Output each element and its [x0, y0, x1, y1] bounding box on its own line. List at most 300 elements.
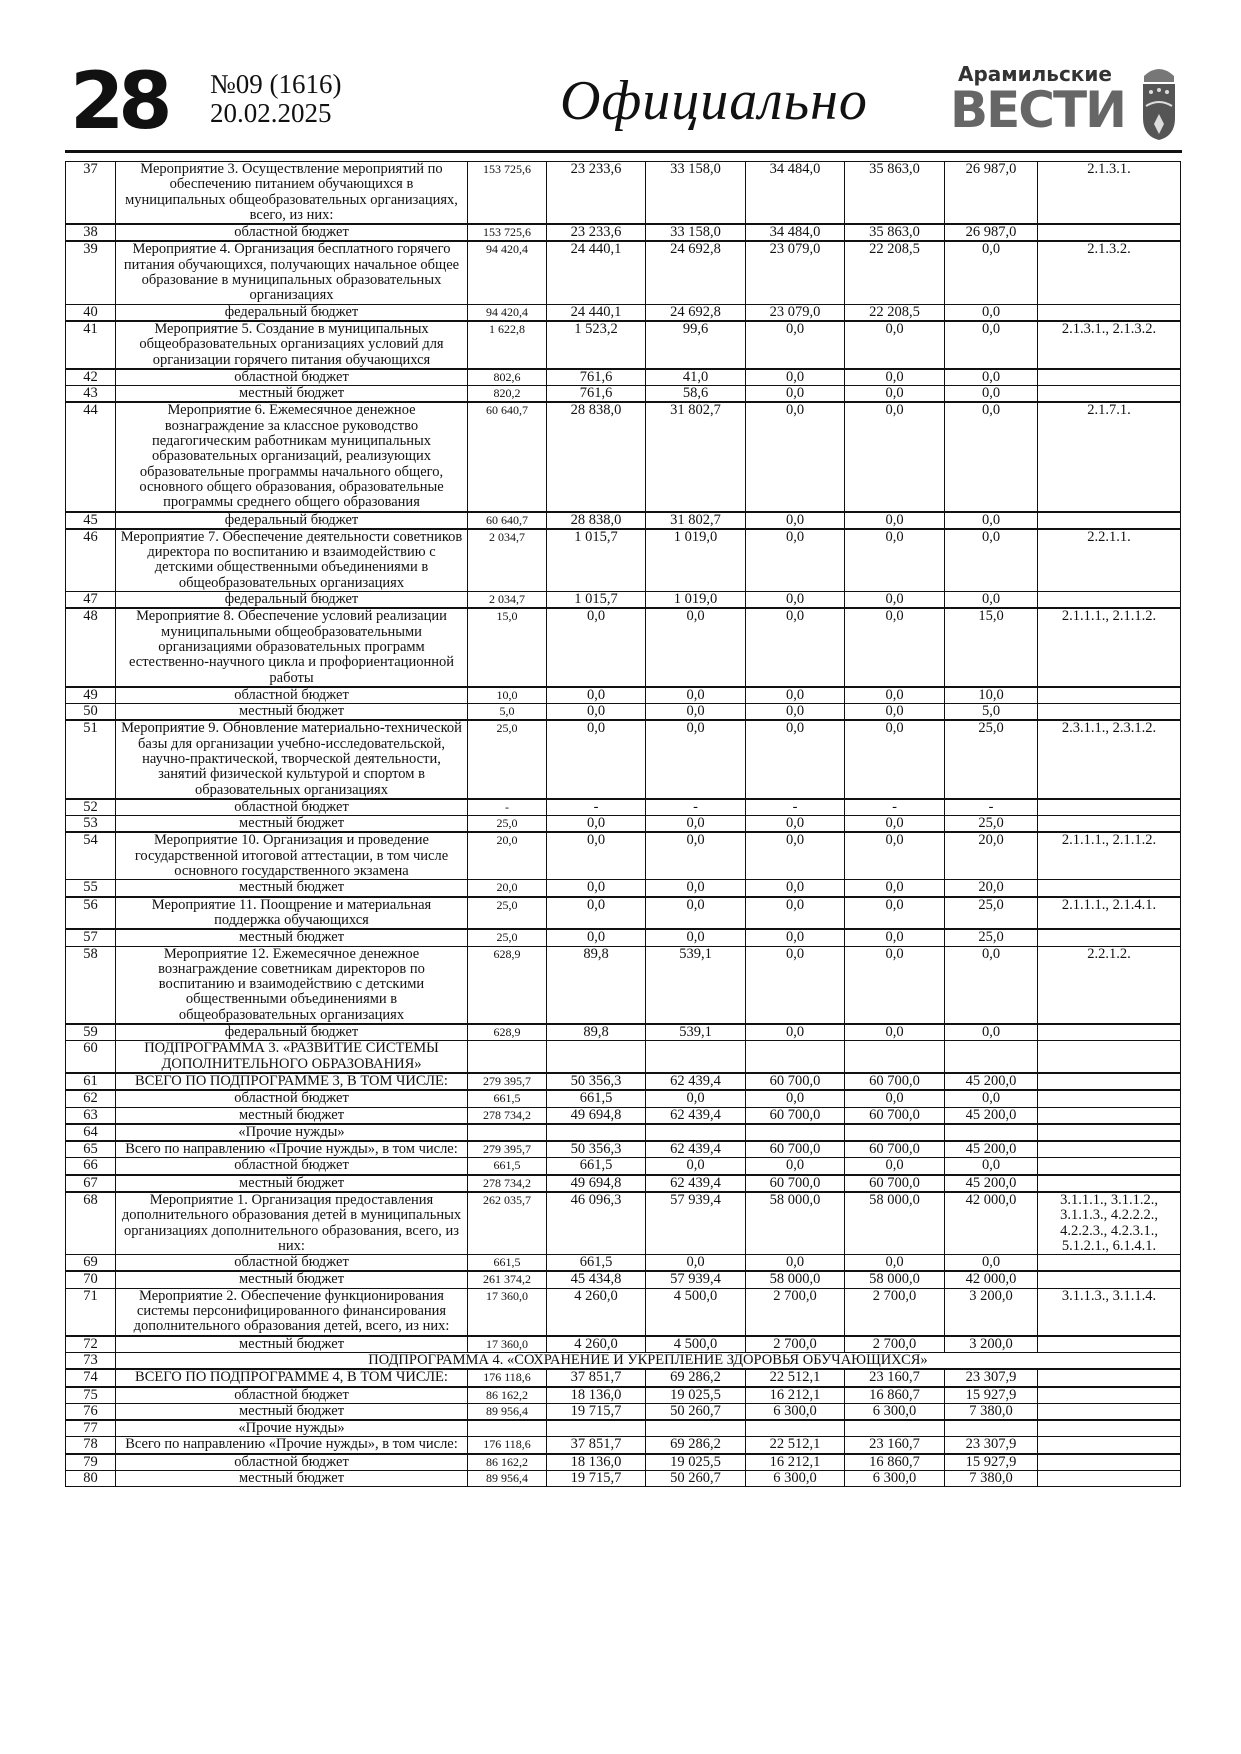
table-row — [66, 946, 1181, 1024]
table-row — [66, 1107, 1181, 1124]
row-year-3: 58 000,0 — [746, 1192, 845, 1255]
row-year-5: 15,0 — [945, 608, 1038, 686]
row-description: ВСЕГО ПО ПОДПРОГРАММЕ 4, В ТОМ ЧИСЛЕ: — [116, 1369, 468, 1386]
row-number: 62 — [66, 1090, 116, 1107]
row-total: 628,9 — [468, 1024, 547, 1041]
table-row — [66, 1420, 1181, 1437]
row-target-codes — [1038, 224, 1181, 241]
row-year-5: 0,0 — [945, 946, 1038, 1024]
table-row — [66, 369, 1181, 386]
row-total: 153 725,6 — [468, 224, 547, 241]
row-year-2: 0,0 — [646, 897, 746, 930]
row-description: Мероприятие 10. Организация и проведение государственной итоговой аттестации, в том числе основного государственного экзамена — [116, 832, 468, 879]
row-total: 25,0 — [468, 929, 547, 946]
row-target-codes — [1038, 1041, 1181, 1073]
row-year-4: 0,0 — [845, 704, 945, 721]
row-number: 76 — [66, 1403, 116, 1420]
row-year-2: 62 439,4 — [646, 1073, 746, 1090]
row-total: 153 725,6 — [468, 162, 547, 225]
row-year-1: 661,5 — [547, 1090, 646, 1107]
row-year-3: 60 700,0 — [746, 1073, 845, 1090]
row-number: 60 — [66, 1041, 116, 1073]
row-number: 43 — [66, 386, 116, 403]
row-total: 278 734,2 — [468, 1175, 547, 1192]
row-year-1 — [547, 1124, 646, 1141]
table-row — [66, 687, 1181, 704]
row-year-1: 89,8 — [547, 946, 646, 1024]
table-row — [66, 929, 1181, 946]
row-description: местный бюджет — [116, 1175, 468, 1192]
row-year-3: 0,0 — [746, 1255, 845, 1272]
row-year-4: 60 700,0 — [845, 1141, 945, 1158]
row-year-2: 0,0 — [646, 687, 746, 704]
row-year-1: 19 715,7 — [547, 1403, 646, 1420]
row-number: 58 — [66, 946, 116, 1024]
row-year-2: 0,0 — [646, 1090, 746, 1107]
row-description: областной бюджет — [116, 1158, 468, 1175]
row-year-1: 45 434,8 — [547, 1271, 646, 1288]
row-year-5: 25,0 — [945, 720, 1038, 798]
row-year-5: 7 380,0 — [945, 1403, 1038, 1420]
row-year-5: 0,0 — [945, 241, 1038, 304]
table-row — [66, 832, 1181, 879]
row-year-1: 19 715,7 — [547, 1471, 646, 1487]
row-year-2 — [646, 1124, 746, 1141]
row-year-5: 0,0 — [945, 592, 1038, 609]
row-year-4: 0,0 — [845, 1255, 945, 1272]
row-total: 661,5 — [468, 1090, 547, 1107]
row-year-3: 0,0 — [746, 386, 845, 403]
row-year-5: 0,0 — [945, 1255, 1038, 1272]
table-row — [66, 1271, 1181, 1288]
row-target-codes: 2.1.1.1., 2.1.1.2. — [1038, 608, 1181, 686]
table-row — [66, 720, 1181, 798]
row-year-4: 23 160,7 — [845, 1437, 945, 1454]
row-number: 52 — [66, 799, 116, 816]
newspaper-logo — [950, 62, 1125, 142]
table-row — [66, 1073, 1181, 1090]
row-number: 67 — [66, 1175, 116, 1192]
row-number: 74 — [66, 1369, 116, 1386]
row-total: 86 162,2 — [468, 1387, 547, 1404]
row-number: 65 — [66, 1141, 116, 1158]
row-number: 57 — [66, 929, 116, 946]
row-target-codes — [1038, 369, 1181, 386]
row-year-3: 16 212,1 — [746, 1387, 845, 1404]
row-year-2: 0,0 — [646, 1255, 746, 1272]
table-row — [66, 1158, 1181, 1175]
row-year-3: 0,0 — [746, 1024, 845, 1041]
row-year-2: 41,0 — [646, 369, 746, 386]
row-year-2: 33 158,0 — [646, 224, 746, 241]
row-year-3: 0,0 — [746, 816, 845, 833]
row-year-5: 20,0 — [945, 880, 1038, 897]
table-row — [66, 386, 1181, 403]
row-description: местный бюджет — [116, 880, 468, 897]
row-year-5: 0,0 — [945, 1024, 1038, 1041]
table-row — [66, 1437, 1181, 1454]
row-target-codes — [1038, 304, 1181, 321]
row-description: Мероприятие 7. Обеспечение деятельности советников директора по воспитанию и взаимодействию с детскими общественными объединениями в общеобразовательных организациях — [116, 529, 468, 592]
row-year-4: 0,0 — [845, 369, 945, 386]
row-year-1: 661,5 — [547, 1158, 646, 1175]
row-year-5: 45 200,0 — [945, 1141, 1038, 1158]
row-year-5: - — [945, 799, 1038, 816]
row-year-4: 0,0 — [845, 880, 945, 897]
issue-number: №09 (1616) — [210, 69, 342, 99]
row-year-3: 60 700,0 — [746, 1107, 845, 1124]
table-row — [66, 880, 1181, 897]
row-year-4: 0,0 — [845, 929, 945, 946]
row-year-4: 0,0 — [845, 946, 945, 1024]
row-total: 261 374,2 — [468, 1271, 547, 1288]
row-year-1: 28 838,0 — [547, 402, 646, 511]
row-year-4: 60 700,0 — [845, 1175, 945, 1192]
logo-line1: Арамильские — [958, 62, 1112, 86]
row-year-2: 0,0 — [646, 832, 746, 879]
row-target-codes — [1038, 1437, 1181, 1454]
row-number: 47 — [66, 592, 116, 609]
row-target-codes — [1038, 704, 1181, 721]
table-row — [66, 1471, 1181, 1487]
row-number: 49 — [66, 687, 116, 704]
row-year-2: 1 019,0 — [646, 529, 746, 592]
row-year-1: 0,0 — [547, 816, 646, 833]
row-year-4: 0,0 — [845, 592, 945, 609]
row-description: местный бюджет — [116, 1107, 468, 1124]
row-description: Мероприятие 4. Организация бесплатного горячего питания обучающихся, получающих начальное общее образование в муниципальных образовательных организациях — [116, 241, 468, 304]
row-year-1: 89,8 — [547, 1024, 646, 1041]
budget-table — [65, 161, 1181, 1487]
row-year-3: 0,0 — [746, 897, 845, 930]
row-year-3: 60 700,0 — [746, 1141, 845, 1158]
table-row — [66, 402, 1181, 511]
section-title: Официально — [560, 70, 868, 132]
row-description: Мероприятие 12. Ежемесячное денежное вознаграждение советникам директоров по воспитанию и взаимодействию с детскими общественными объединениями в общеобразовательных организациях — [116, 946, 468, 1024]
row-description: федеральный бюджет — [116, 592, 468, 609]
row-description: местный бюджет — [116, 1336, 468, 1353]
row-year-3: 0,0 — [746, 402, 845, 511]
issue-info — [210, 70, 342, 128]
row-year-2: 24 692,8 — [646, 304, 746, 321]
row-description: Мероприятие 3. Осуществление мероприятий по обеспечению питанием обучающихся в муниципальных общеобразовательных организациях, всего, из них: — [116, 162, 468, 225]
row-total: 176 118,6 — [468, 1437, 547, 1454]
row-year-5: 25,0 — [945, 816, 1038, 833]
row-year-2: 0,0 — [646, 880, 746, 897]
row-number: 70 — [66, 1271, 116, 1288]
row-target-codes — [1038, 1024, 1181, 1041]
row-number: 48 — [66, 608, 116, 686]
row-year-3 — [746, 1041, 845, 1073]
row-description: Мероприятие 5. Создание в муниципальных общеобразовательных организациях условий для организации горячего питания обучающихся — [116, 321, 468, 369]
row-description: местный бюджет — [116, 704, 468, 721]
row-year-4: 58 000,0 — [845, 1271, 945, 1288]
row-year-3: 2 700,0 — [746, 1288, 845, 1335]
row-year-4: 0,0 — [845, 832, 945, 879]
row-year-5: 15 927,9 — [945, 1387, 1038, 1404]
row-year-4: 0,0 — [845, 512, 945, 529]
row-total: 1 622,8 — [468, 321, 547, 369]
row-year-5 — [945, 1420, 1038, 1437]
row-year-2: 0,0 — [646, 1158, 746, 1175]
row-year-5: 26 987,0 — [945, 162, 1038, 225]
row-year-5: 5,0 — [945, 704, 1038, 721]
row-total: 278 734,2 — [468, 1107, 547, 1124]
row-year-4: 16 860,7 — [845, 1387, 945, 1404]
row-number: 55 — [66, 880, 116, 897]
row-total: 25,0 — [468, 720, 547, 798]
row-year-1: 0,0 — [547, 929, 646, 946]
row-year-1: 49 694,8 — [547, 1107, 646, 1124]
row-year-3: 16 212,1 — [746, 1454, 845, 1471]
row-year-5: 0,0 — [945, 1158, 1038, 1175]
row-number: 44 — [66, 402, 116, 511]
row-total: 262 035,7 — [468, 1192, 547, 1255]
row-year-1: - — [547, 799, 646, 816]
row-year-5: 0,0 — [945, 512, 1038, 529]
row-target-codes — [1038, 1387, 1181, 1404]
row-year-1: 18 136,0 — [547, 1387, 646, 1404]
row-total: 17 360,0 — [468, 1288, 547, 1335]
row-year-3: 0,0 — [746, 946, 845, 1024]
row-year-1: 0,0 — [547, 720, 646, 798]
row-description: ПОДПРОГРАММА 4. «СОХРАНЕНИЕ И УКРЕПЛЕНИЕ ЗДОРОВЬЯ ОБУЧАЮЩИХСЯ» — [116, 1352, 1181, 1369]
row-year-2: 0,0 — [646, 608, 746, 686]
table-row — [66, 1403, 1181, 1420]
table-row — [66, 304, 1181, 321]
row-year-4 — [845, 1124, 945, 1141]
table-row — [66, 1041, 1181, 1073]
row-year-3: 58 000,0 — [746, 1271, 845, 1288]
row-year-5 — [945, 1124, 1038, 1141]
row-number: 38 — [66, 224, 116, 241]
row-description: местный бюджет — [116, 816, 468, 833]
row-year-2: 4 500,0 — [646, 1336, 746, 1353]
row-target-codes: 2.1.3.2. — [1038, 241, 1181, 304]
row-target-codes: 2.1.3.1. — [1038, 162, 1181, 225]
row-year-3 — [746, 1420, 845, 1437]
row-year-2: 62 439,4 — [646, 1107, 746, 1124]
row-total: 176 118,6 — [468, 1369, 547, 1386]
row-total: 94 420,4 — [468, 304, 547, 321]
row-number: 61 — [66, 1073, 116, 1090]
row-total: 279 395,7 — [468, 1073, 547, 1090]
row-year-1: 24 440,1 — [547, 304, 646, 321]
row-year-1: 0,0 — [547, 608, 646, 686]
table-row — [66, 704, 1181, 721]
row-year-3: 0,0 — [746, 929, 845, 946]
row-year-1: 24 440,1 — [547, 241, 646, 304]
row-year-5: 23 307,9 — [945, 1437, 1038, 1454]
row-description: Мероприятие 2. Обеспечение функционирования системы персонифицированного финансирования дополнительного образования детей, всего, из них: — [116, 1288, 468, 1335]
row-total: 628,9 — [468, 946, 547, 1024]
row-target-codes: 2.3.1.1., 2.3.1.2. — [1038, 720, 1181, 798]
row-number: 68 — [66, 1192, 116, 1255]
row-year-4: 2 700,0 — [845, 1288, 945, 1335]
table-row — [66, 1387, 1181, 1404]
table-row — [66, 512, 1181, 529]
row-description: Мероприятие 11. Поощрение и материальная поддержка обучающихся — [116, 897, 468, 930]
row-year-2: 19 025,5 — [646, 1387, 746, 1404]
row-target-codes — [1038, 1158, 1181, 1175]
row-description: Мероприятие 8. Обеспечение условий реализации муниципальными общеобразовательными организациями образовательных программ естественно-научного цикла и профориентационной работы — [116, 608, 468, 686]
row-year-4 — [845, 1420, 945, 1437]
row-year-3: 0,0 — [746, 1158, 845, 1175]
row-number: 53 — [66, 816, 116, 833]
row-year-4: 0,0 — [845, 816, 945, 833]
row-year-5: 3 200,0 — [945, 1336, 1038, 1353]
row-description: ВСЕГО ПО ПОДПРОГРАММЕ 3, В ТОМ ЧИСЛЕ: — [116, 1073, 468, 1090]
row-number: 75 — [66, 1387, 116, 1404]
row-target-codes — [1038, 1073, 1181, 1090]
row-total: 25,0 — [468, 816, 547, 833]
table-row — [66, 1024, 1181, 1041]
row-year-5: 0,0 — [945, 369, 1038, 386]
row-year-5: 25,0 — [945, 897, 1038, 930]
row-year-1: 1 015,7 — [547, 592, 646, 609]
table-row — [66, 1124, 1181, 1141]
row-year-4: 22 208,5 — [845, 241, 945, 304]
row-year-2: 31 802,7 — [646, 512, 746, 529]
row-target-codes — [1038, 1175, 1181, 1192]
table-row — [66, 1352, 1181, 1369]
row-year-3: 22 512,1 — [746, 1437, 845, 1454]
row-year-1: 761,6 — [547, 386, 646, 403]
row-total: 60 640,7 — [468, 512, 547, 529]
row-year-3: 6 300,0 — [746, 1471, 845, 1487]
row-year-3: 0,0 — [746, 608, 845, 686]
row-year-4: 16 860,7 — [845, 1454, 945, 1471]
row-year-2: 4 500,0 — [646, 1288, 746, 1335]
row-number: 69 — [66, 1255, 116, 1272]
row-total: - — [468, 799, 547, 816]
row-target-codes: 2.1.1.1., 2.1.4.1. — [1038, 897, 1181, 930]
row-year-1: 37 851,7 — [547, 1437, 646, 1454]
row-year-2: 57 939,4 — [646, 1271, 746, 1288]
row-year-1: 0,0 — [547, 897, 646, 930]
row-year-3: 0,0 — [746, 832, 845, 879]
row-year-1: 49 694,8 — [547, 1175, 646, 1192]
table-row — [66, 592, 1181, 609]
row-number: 78 — [66, 1437, 116, 1454]
table-row — [66, 1141, 1181, 1158]
row-target-codes — [1038, 1471, 1181, 1487]
row-year-2: 99,6 — [646, 321, 746, 369]
row-description: областной бюджет — [116, 1255, 468, 1272]
row-target-codes — [1038, 1090, 1181, 1107]
row-year-2: 58,6 — [646, 386, 746, 403]
row-year-5: 26 987,0 — [945, 224, 1038, 241]
row-description: Мероприятие 9. Обновление материально-технической базы для организации учебно-исследовательской, научно-практической, творческой деятельности, занятий физической культурой и спортом в образовательных организациях — [116, 720, 468, 798]
table-row — [66, 321, 1181, 369]
row-number: 37 — [66, 162, 116, 225]
row-year-2: 0,0 — [646, 929, 746, 946]
row-year-4: 0,0 — [845, 897, 945, 930]
row-description: Мероприятие 1. Организация предоставления дополнительного образования детей в муниципальных организациях дополнительного образования, всего, из них: — [116, 1192, 468, 1255]
row-year-2: 0,0 — [646, 720, 746, 798]
row-year-3: - — [746, 799, 845, 816]
row-year-5: 7 380,0 — [945, 1471, 1038, 1487]
table-row — [66, 529, 1181, 592]
row-year-5: 45 200,0 — [945, 1073, 1038, 1090]
row-year-4: 23 160,7 — [845, 1369, 945, 1386]
row-total: 661,5 — [468, 1158, 547, 1175]
row-year-1: 4 260,0 — [547, 1288, 646, 1335]
row-year-1: 37 851,7 — [547, 1369, 646, 1386]
table-row — [66, 897, 1181, 930]
row-year-4: 0,0 — [845, 687, 945, 704]
row-target-codes — [1038, 1420, 1181, 1437]
table-row — [66, 1369, 1181, 1386]
row-year-2: - — [646, 799, 746, 816]
row-total — [468, 1420, 547, 1437]
row-year-2: 62 439,4 — [646, 1175, 746, 1192]
row-year-5: 45 200,0 — [945, 1175, 1038, 1192]
row-year-3: 0,0 — [746, 321, 845, 369]
row-description: Всего по направлению «Прочие нужды», в том числе: — [116, 1437, 468, 1454]
row-year-4: 22 208,5 — [845, 304, 945, 321]
row-year-3: 34 484,0 — [746, 162, 845, 225]
row-year-3: 34 484,0 — [746, 224, 845, 241]
row-year-2: 57 939,4 — [646, 1192, 746, 1255]
row-target-codes — [1038, 1336, 1181, 1353]
table-row — [66, 1288, 1181, 1335]
row-number: 72 — [66, 1336, 116, 1353]
row-total: 5,0 — [468, 704, 547, 721]
page-number: 28 — [70, 57, 167, 147]
table-row — [66, 241, 1181, 304]
table-row — [66, 1090, 1181, 1107]
row-description: областной бюджет — [116, 1454, 468, 1471]
row-year-5: 0,0 — [945, 304, 1038, 321]
row-year-1: 23 233,6 — [547, 224, 646, 241]
logo-line2: ВЕСТИ — [950, 81, 1125, 139]
row-year-1: 0,0 — [547, 880, 646, 897]
row-year-1 — [547, 1041, 646, 1073]
row-target-codes — [1038, 1141, 1181, 1158]
row-description: областной бюджет — [116, 799, 468, 816]
row-year-5: 0,0 — [945, 402, 1038, 511]
row-year-5: 0,0 — [945, 529, 1038, 592]
row-target-codes — [1038, 1369, 1181, 1386]
table-row — [66, 608, 1181, 686]
row-description: областной бюджет — [116, 687, 468, 704]
row-year-1: 50 356,3 — [547, 1073, 646, 1090]
row-year-1: 18 136,0 — [547, 1454, 646, 1471]
row-year-3: 0,0 — [746, 592, 845, 609]
row-number: 41 — [66, 321, 116, 369]
row-year-4: - — [845, 799, 945, 816]
row-year-3: 2 700,0 — [746, 1336, 845, 1353]
row-year-3 — [746, 1124, 845, 1141]
row-description: областной бюджет — [116, 1387, 468, 1404]
row-number: 73 — [66, 1352, 116, 1369]
row-number: 42 — [66, 369, 116, 386]
row-total: 820,2 — [468, 386, 547, 403]
row-year-2: 50 260,7 — [646, 1403, 746, 1420]
row-target-codes — [1038, 1255, 1181, 1272]
row-number: 46 — [66, 529, 116, 592]
row-total: 20,0 — [468, 880, 547, 897]
table-row — [66, 1454, 1181, 1471]
row-year-4: 0,0 — [845, 1158, 945, 1175]
row-year-4: 0,0 — [845, 608, 945, 686]
row-year-4: 0,0 — [845, 529, 945, 592]
row-number: 71 — [66, 1288, 116, 1335]
row-year-5: 42 000,0 — [945, 1271, 1038, 1288]
row-target-codes — [1038, 816, 1181, 833]
row-year-5: 23 307,9 — [945, 1369, 1038, 1386]
